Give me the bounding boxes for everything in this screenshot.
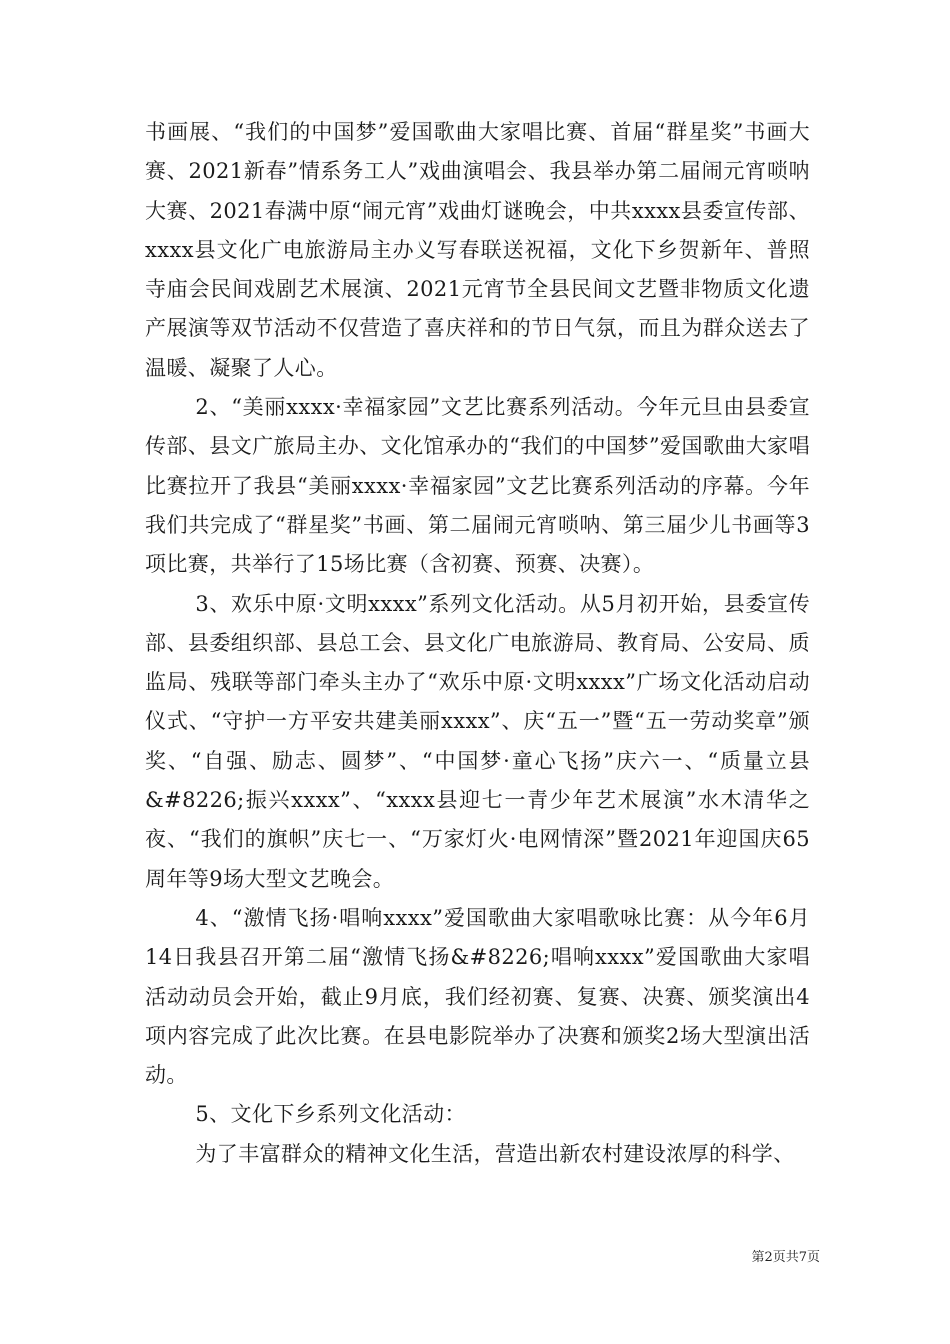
paragraph-continuation: 书画展、“我们的中国梦”爱国歌曲大家唱比赛、首届“群星奖”书画大赛、2021新春”情系务工人”戏曲演唱会、我县举办第二届闹元宵唢呐大赛、2021春满中原“闹元宵”戏曲灯谜晚会，中共xxxx县委宣传部、xxxx县文化广电旅游局主办义写春联送祝福，文化下乡贺新年、普照寺庙会民间戏剧艺术展演、2021元宵节全县民间文艺暨非物质文化遗产展演等双节活动不仅营造了喜庆祥和的节日气氛，而且为群众送去了温暖、凝聚了人心。 [145, 120, 810, 380]
paragraph-item-3: 3、欢乐中原·文明xxxx”系列文化活动。从5月初开始，县委宣传部、县委组织部、县总工会、县文化广电旅游局、教育局、公安局、质监局、残联等部门牵头主办了“欢乐中原·文明xxxx”广场文化活动启动仪式、“守护一方平安共建美丽xxxx”、庆“五一”暨“五一劳动奖章”颁奖、“自强、励志、圆梦”、“中国梦·童心飞扬”庆六一、“质量立县&#8226;振兴xxxx”、“xxxx县迎七一青少年艺术展演”水木清华之夜、“我们的旗帜”庆七一、“万家灯火·电网情深”暨2021年迎国庆65周年等9场大型文艺晚会。 [145, 591, 810, 891]
paragraph-item-5: 5、文化下乡系列文化活动： [195, 1102, 466, 1127]
page-number-footer: 第2页共7页 [751, 1250, 820, 1265]
paragraph-item-5-body: 为了丰富群众的精神文化生活，营造出新农村建设浓厚的科学、 [195, 1141, 795, 1166]
paragraph-item-4: 4、“激情飞扬·唱响xxxx”爱国歌曲大家唱歌咏比赛：从今年6月14日我县召开第二届“激情飞扬&#8226;唱响xxxx”爱国歌曲大家唱活动动员会开始，截止9月底，我们经初赛、复赛、决赛、颁奖演出4项内容完成了此次比赛。在县电影院举办了决赛和颁奖2场大型演出活动。 [145, 905, 810, 1088]
body-text [145, 113, 810, 1174]
paragraph-item-2: 2、“美丽xxxx·幸福家园”文艺比赛系列活动。今年元旦由县委宣传部、县文广旅局主办、文化馆承办的“我们的中国梦”爱国歌曲大家唱比赛拉开了我县“美丽xxxx·幸福家园”文艺比赛系列活动的序幕。今年我们共完成了“群星奖”书画、第二届闹元宵唢呐、第三届少儿书画等3项比赛，共举行了15场比赛（含初赛、预赛、决赛）。 [145, 395, 810, 577]
